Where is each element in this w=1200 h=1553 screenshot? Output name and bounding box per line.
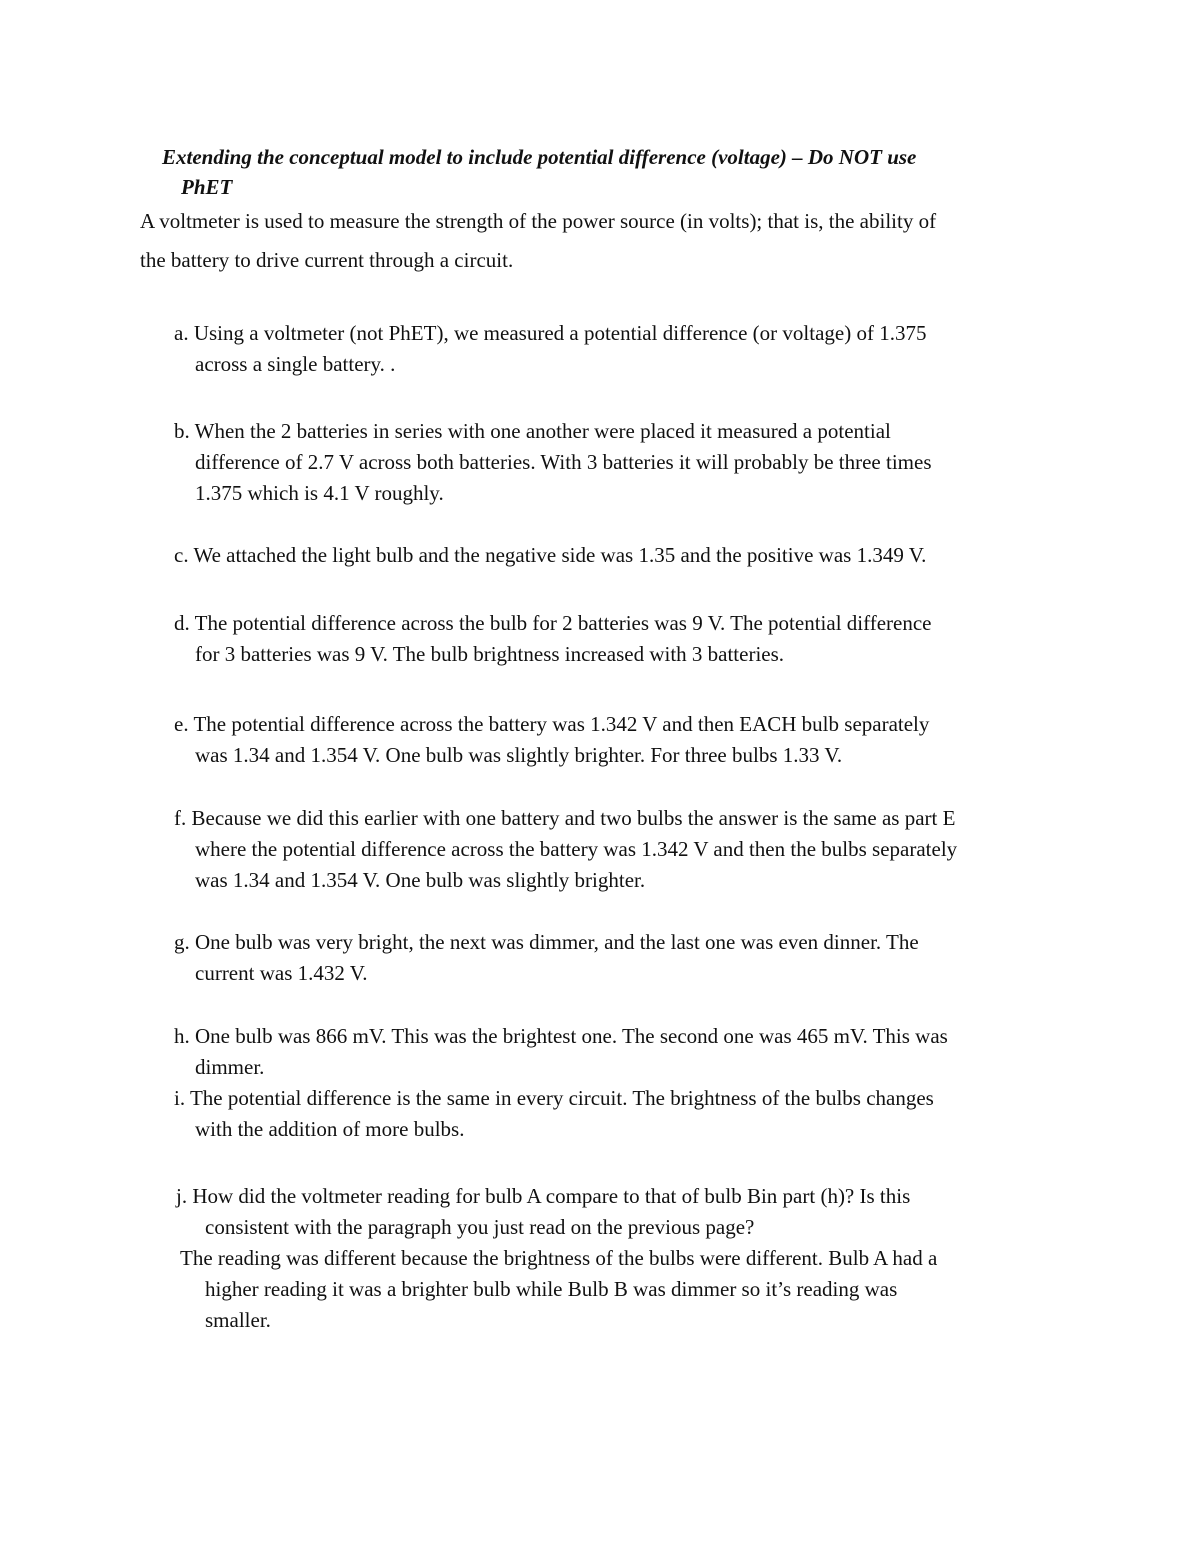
item-line: where the potential difference across the battery was 1.342 V and then the bulbs separately (195, 837, 958, 861)
intro-line: A voltmeter is used to measure the strength of the power source (in volts); that is, the ability of (140, 209, 937, 233)
list-item-h (174, 1021, 1054, 1083)
item-line: across a single battery. . (195, 352, 396, 376)
list-item-i (174, 1083, 1054, 1145)
list-item-e (174, 709, 1054, 771)
list-item-b (174, 416, 1054, 509)
list-item-c (174, 540, 1054, 571)
item-line: a. Using a voltmeter (not PhET), we measured a potential difference (or voltage) of 1.375 (174, 321, 927, 345)
intro-paragraph (140, 202, 1070, 280)
intro-line: the battery to drive current through a circuit. (140, 248, 514, 272)
item-line: d. The potential difference across the bulb for 2 batteries was 9 V. The potential difference (174, 611, 932, 635)
list-item-d (174, 608, 1054, 670)
heading-line: PhET (181, 175, 233, 199)
heading-line: Extending the conceptual model to include potential difference (voltage) – Do NOT use (162, 145, 917, 169)
list-item-g (174, 927, 1054, 989)
item-line: was 1.34 and 1.354 V. One bulb was slightly brighter. (195, 868, 646, 892)
item-line: b. When the 2 batteries in series with one another were placed it measured a potential (174, 419, 891, 443)
item-line: c. We attached the light bulb and the negative side was 1.35 and the positive was 1.349 V. (174, 543, 927, 567)
item-line: difference of 2.7 V across both batteries. With 3 batteries it will probably be three times (195, 450, 932, 474)
item-line: i. The potential difference is the same in every circuit. The brightness of the bulbs changes (174, 1086, 934, 1110)
item-line: e. The potential difference across the battery was 1.342 V and then EACH bulb separately (174, 712, 930, 736)
item-line: j. How did the voltmeter reading for bulb A compare to that of bulb Bin part (h)? Is this (176, 1184, 911, 1208)
item-line: g. One bulb was very bright, the next was dimmer, and the last one was even dinner. The (174, 930, 919, 954)
list-item-f (174, 803, 1054, 896)
item-line: current was 1.432 V. (195, 961, 368, 985)
item-line: dimmer. (195, 1055, 265, 1079)
answer-line: smaller. (205, 1308, 271, 1332)
item-line: consistent with the paragraph you just read on the previous page? (205, 1215, 755, 1239)
item-line: f. Because we did this earlier with one battery and two bulbs the answer is the same as part E (174, 806, 956, 830)
list-item-a (174, 318, 1054, 380)
item-line: h. One bulb was 866 mV. This was the brightest one. The second one was 465 mV. This was (174, 1024, 948, 1048)
answer-line: The reading was different because the brightness of the bulbs were different. Bulb A had a (180, 1246, 938, 1270)
item-line: with the addition of more bulbs. (195, 1117, 465, 1141)
item-line: was 1.34 and 1.354 V. One bulb was slightly brighter. For three bulbs 1.33 V. (195, 743, 843, 767)
item-line: 1.375 which is 4.1 V roughly. (195, 481, 444, 505)
answer-j-paragraph (180, 1243, 1060, 1336)
answer-line: higher reading it was a brighter bulb while Bulb B was dimmer so it’s reading was (205, 1277, 898, 1301)
section-heading (162, 142, 1062, 202)
item-line: for 3 batteries was 9 V. The bulb brightness increased with 3 batteries. (195, 642, 785, 666)
list-item-j (176, 1181, 1056, 1243)
